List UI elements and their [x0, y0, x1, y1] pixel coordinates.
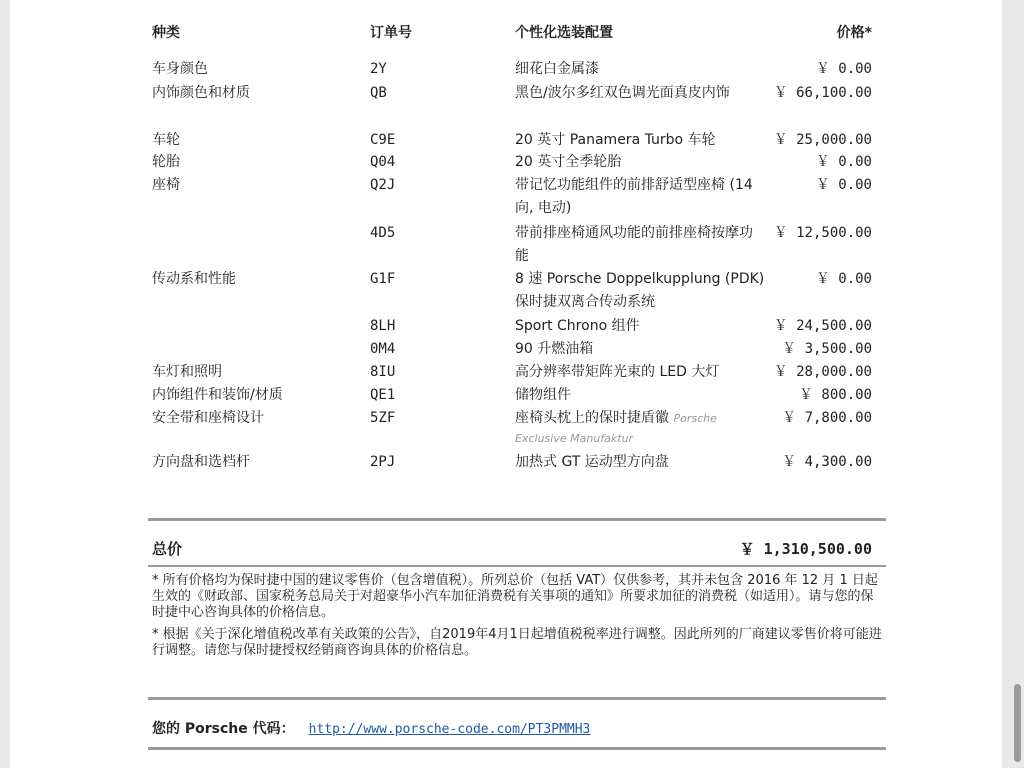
row-code: 2PJ [370, 454, 396, 470]
divider [148, 747, 886, 750]
row-price: ￥ 66,100.00 [773, 85, 872, 101]
total-label: 总价 [152, 540, 183, 558]
row-price: ￥ 7,800.00 [782, 410, 872, 426]
row-code: 0M4 [370, 341, 396, 357]
row-price: ￥ 4,300.00 [782, 454, 872, 470]
row-option-brand-line2: Exclusive Manufaktur [515, 432, 634, 445]
row-option: 高分辨率带矩阵光束的 LED 大灯 [515, 364, 720, 380]
row-category: 方向盘和选档杆 [152, 454, 250, 470]
row-price: ￥ 3,500.00 [782, 341, 872, 357]
row-category: 座椅 [152, 177, 180, 193]
row-price: ￥ 0.00 [815, 177, 872, 193]
row-option: 90 升燃油箱 [515, 341, 594, 357]
footnote: * 根据《关于深化增值税改革有关政策的公告》，自2019年4月1日起增值税税率进行调整。因此所列的厂商建议零售价将可能进行调整。请您与保时捷授权经销商咨询具体的价格信息。 [152, 627, 882, 658]
header-category: 种类 [152, 25, 180, 41]
divider [148, 518, 886, 521]
row-option: 20 英寸全季轮胎 [515, 154, 622, 170]
row-option: 黑色/波尔多红双色调光面真皮内饰 [515, 85, 730, 101]
row-code: 5ZF [370, 410, 396, 426]
row-category: 传动系和性能 [152, 271, 236, 287]
row-category: 车灯和照明 [152, 364, 222, 380]
row-option: 加热式 GT 运动型方向盘 [515, 454, 669, 470]
row-price: ￥ 25,000.00 [773, 132, 872, 148]
row-code: QE1 [370, 387, 396, 403]
row-code: G1F [370, 271, 396, 287]
footnotes [152, 573, 882, 665]
footnote: * 所有价格均为保时捷中国的建议零售价（包含增值税）。所列总价（包括 VAT）仅供参考，其并未包含 2016 年 12 月 1 日起生效的《财政部、国家税务总局关于对超豪华小汽车加征消费税有关事项的通知》所要求加征的消费税（如适用）。请与您的保时捷中心咨询具体的价格信息。 [152, 573, 878, 620]
divider [148, 697, 886, 700]
row-category: 内饰颜色和材质 [152, 85, 250, 101]
row-category: 车身颜色 [152, 61, 208, 77]
divider [148, 565, 886, 567]
porsche-code-link[interactable]: http://www.porsche-code.com/PT3PMMH3 [308, 722, 591, 737]
header-price: 价格* [836, 25, 872, 41]
row-category: 安全带和座椅设计 [152, 410, 264, 426]
row-code: 8IU [370, 364, 396, 380]
row-option: 带前排座椅通风功能的前排座椅按摩功能 [515, 225, 753, 264]
row-price: ￥ 0.00 [815, 61, 872, 77]
row-option: 储物组件 [515, 387, 571, 403]
document-page [10, 0, 1002, 768]
header-code: 订单号 [370, 25, 412, 41]
row-code: Q2J [370, 177, 396, 193]
row-code: 2Y [370, 61, 387, 77]
total-value: ￥ 1,310,500.00 [739, 540, 872, 558]
row-option: 带记忆功能组件的前排舒适型座椅 (14 向, 电动) [515, 177, 753, 216]
header-option: 个性化选装配置 [515, 25, 613, 41]
row-category: 轮胎 [152, 154, 180, 170]
row-category: 内饰组件和装饰/材质 [152, 387, 283, 403]
row-option: 8 速 Porsche Doppelkupplung (PDK) 保时捷双离合传动系统 [515, 271, 765, 310]
porsche-code-label: 您的 Porsche 代码： [152, 721, 295, 737]
row-price: ￥ 0.00 [815, 271, 872, 287]
porsche-code [152, 718, 590, 738]
row-code: Q04 [370, 154, 396, 170]
row-option-text: 座椅头枕上的保时捷盾徽 [515, 410, 669, 426]
row-code: 8LH [370, 318, 396, 334]
row-option: Sport Chrono 组件 [515, 318, 640, 334]
row-price: ￥ 0.00 [815, 154, 872, 170]
row-option: 20 英寸 Panamera Turbo 车轮 [515, 132, 716, 148]
row-code: C9E [370, 132, 396, 148]
row-price: ￥ 24,500.00 [773, 318, 872, 334]
row-code: 4D5 [370, 225, 396, 241]
row-category: 车轮 [152, 132, 180, 148]
row-option [515, 407, 765, 448]
row-price: ￥ 12,500.00 [773, 225, 872, 241]
row-price: ￥ 800.00 [798, 387, 872, 403]
scrollbar[interactable] [1014, 684, 1021, 762]
row-price: ￥ 28,000.00 [773, 364, 872, 380]
row-code: QB [370, 85, 387, 101]
row-option: 细花白金属漆 [515, 61, 599, 77]
row-option-brand: Porsche [673, 412, 717, 425]
